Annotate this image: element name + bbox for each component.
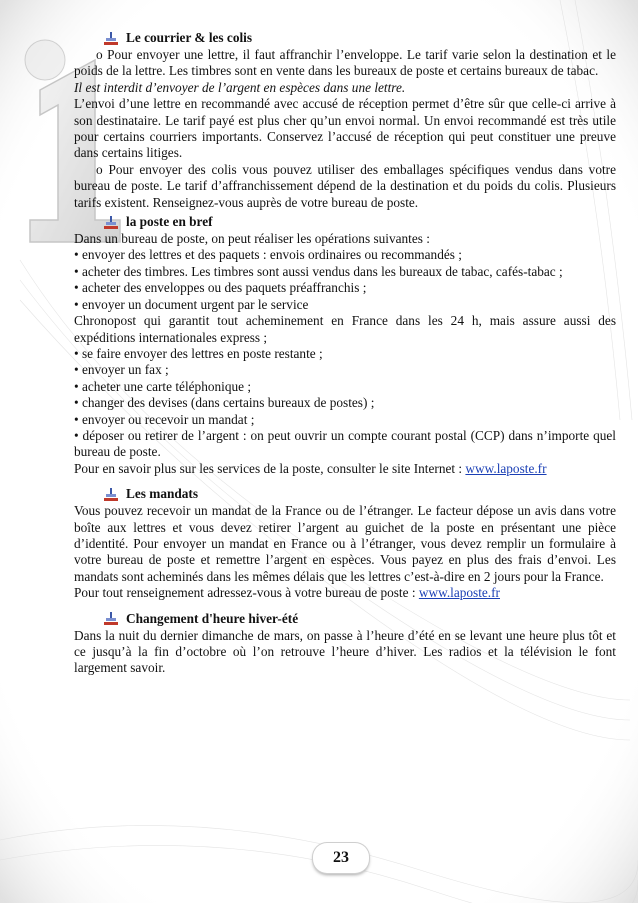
paragraph bbox=[74, 585, 616, 601]
section-title: Les mandats bbox=[126, 486, 199, 502]
list-item: • envoyer un document urgent par le service bbox=[74, 296, 309, 312]
paragraph: Dans la nuit du dernier dimanche de mars, on passe à l’heure d’été en se levant une heure plus tôt et ce jusqu’à la fin d’octobre où l’on retrouve l’heure d’hiver. Les radios et la télévision le font largement savoir. bbox=[74, 627, 616, 676]
more-info-text: Pour en savoir plus sur les services de la poste, consulter le site Internet : bbox=[74, 460, 466, 476]
list-item: • envoyer des lettres et des paquets : envois ordinaires ou recommandés ; bbox=[74, 247, 462, 263]
list-item: • acheter une carte téléphonique ; bbox=[74, 378, 252, 394]
section-title: Changement d'heure hiver-été bbox=[126, 610, 299, 626]
paragraph: o Pour envoyer une lettre, il faut affranchir l’enveloppe. Le tarif varie selon la destination et le poids de la lettre. Les timbres sont en vente dans les bureaux de poste et certains bureaux de tabac. bbox=[74, 47, 616, 79]
page-content bbox=[74, 30, 616, 677]
more-info-text: Pour tout renseignement adressez-vous à votre bureau de poste : bbox=[74, 585, 419, 601]
laposte-link[interactable]: www.laposte.fr bbox=[418, 585, 500, 601]
paragraph: Vous pouvez recevoir un mandat de la France ou de l’étranger. Le facteur dépose un avis dans votre boîte aux lettres et vous devez retirer l’argent au guichet de la poste en présentant une pièce d’identité. Pour envoyer un mandat en France ou à l’étranger, vous devez remplir un formulaire à votre bureau de poste et remettre l’argent en espèces. Vous payez en plus des frais d’envoi. Les mandats sont acheminés dans les mêmes délais que les lettres c’est-à-dire en 2 jours pour la France. bbox=[74, 503, 616, 584]
paragraph: o Pour envoyer des colis vous pouvez utiliser des emballages spécifiques vendus dans votre bureau de poste. Le tarif d’affranchissement dépend de la destination et du poids du colis. Plusieurs tarifs existent. Renseignez-vous auprès de votre bureau de poste. bbox=[74, 161, 616, 210]
warning-text: Il est interdit d’envoyer de l’argent en espèces dans une lettre. bbox=[74, 79, 406, 95]
list-item: • déposer ou retirer de l’argent : on peut ouvrir un compte courant postal (CCP) dans n’importe quel bureau de poste. bbox=[74, 427, 616, 460]
list-item: • se faire envoyer des lettres en poste restante ; bbox=[74, 345, 323, 361]
pushpin-icon bbox=[104, 216, 118, 230]
pushpin-icon bbox=[104, 488, 118, 502]
list-item: • acheter des enveloppes ou des paquets préaffranchis ; bbox=[74, 280, 367, 296]
list-item: • envoyer ou recevoir un mandat ; bbox=[74, 411, 255, 427]
section-heading-mandats bbox=[104, 486, 616, 503]
list-item: • changer des devises (dans certains bureaux de postes) ; bbox=[74, 395, 375, 411]
page-number: 23 bbox=[313, 843, 369, 873]
laposte-link[interactable]: www.laposte.fr bbox=[465, 460, 547, 476]
pushpin-icon bbox=[104, 32, 118, 46]
pushpin-icon bbox=[104, 612, 118, 626]
section-heading-heure bbox=[104, 611, 616, 628]
section-title: la poste en bref bbox=[126, 214, 213, 230]
section-title: Le courrier & les colis bbox=[126, 30, 253, 46]
list-item: • acheter des timbres. Les timbres sont aussi vendus dans les bureaux de tabac, cafés-tabac ; bbox=[74, 263, 563, 279]
section-heading-poste bbox=[104, 214, 616, 231]
list-item: • envoyer un fax ; bbox=[74, 362, 169, 378]
paragraph bbox=[74, 461, 616, 477]
section-heading-courrier bbox=[104, 30, 616, 47]
paragraph: L’envoi d’une lettre en recommandé avec accusé de réception permet d’être sûr que celle-ci arrive à son destinataire. Le tarif payé est plus cher qu’un envoi normal. Un envoi recommandé est très utile pour certains courriers importants. Conservez l’accusé de réception qui peut constituer une preuve dans certains litiges. bbox=[74, 96, 616, 161]
paragraph: Dans un bureau de poste, on peut réaliser les opérations suivantes : bbox=[74, 231, 430, 247]
list-item: Chronopost qui garantit tout acheminement en France dans les 24 h, mais assure aussi des expéditions internationales express ; bbox=[74, 313, 616, 345]
